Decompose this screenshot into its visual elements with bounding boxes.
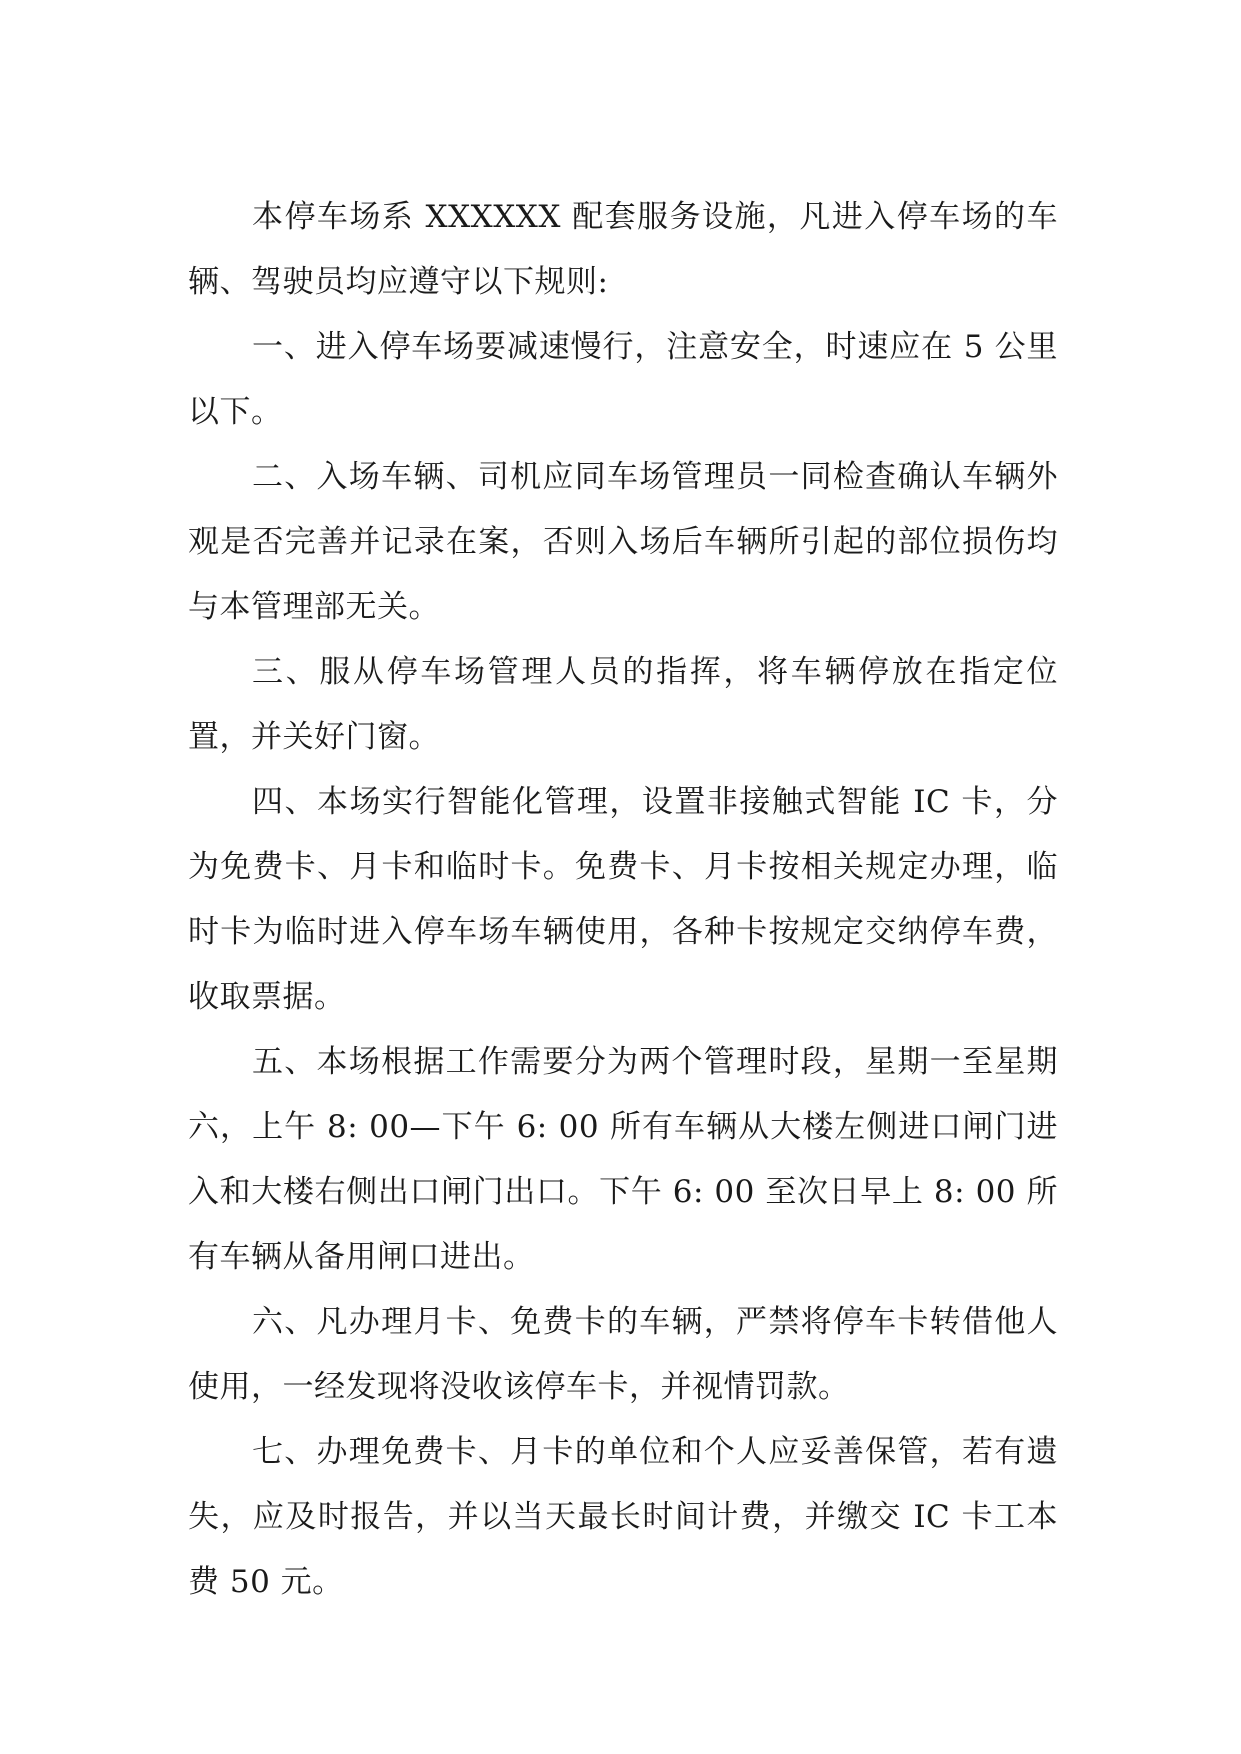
rule-7-paragraph: 七、办理免费卡、月卡的单位和个人应妥善保管，若有遗失，应及时报告，并以当天最长时间计费，并缴交 IC 卡工本费 50 元。 — [188, 1434, 1058, 1600]
document-body — [188, 185, 1058, 1615]
rule-6-paragraph: 六、凡办理月卡、免费卡的车辆，严禁将停车卡转借他人使用，一经发现将没收该停车卡，并视情罚款。 — [188, 1304, 1058, 1405]
rule-4-paragraph: 四、本场实行智能化管理，设置非接触式智能 IC 卡，分为免费卡、月卡和临时卡。免费卡、月卡按相关规定办理，临时卡为临时进入停车场车辆使用，各种卡按规定交纳停车费，收取票据。 — [188, 784, 1058, 1015]
intro-paragraph: 本停车场系 XXXXXX 配套服务设施，凡进入停车场的车辆、驾驶员均应遵守以下规则: — [188, 199, 1058, 300]
rule-5-paragraph: 五、本场根据工作需要分为两个管理时段，星期一至星期六，上午 8: 00—下午 6: 00 所有车辆从大楼左侧进口闸门进入和大楼右侧出口闸门出口。下午 6: 00 至次日早上 8: 00 所有车辆从备用闸口进出。 — [188, 1044, 1058, 1275]
rule-3-paragraph: 三、服从停车场管理人员的指挥，将车辆停放在指定位置，并关好门窗。 — [188, 654, 1058, 755]
rule-1-paragraph: 一、进入停车场要减速慢行，注意安全，时速应在 5 公里以下。 — [188, 329, 1058, 430]
rule-2-paragraph: 二、入场车辆、司机应同车场管理员一同检查确认车辆外观是否完善并记录在案，否则入场后车辆所引起的部位损伤均与本管理部无关。 — [188, 459, 1058, 625]
